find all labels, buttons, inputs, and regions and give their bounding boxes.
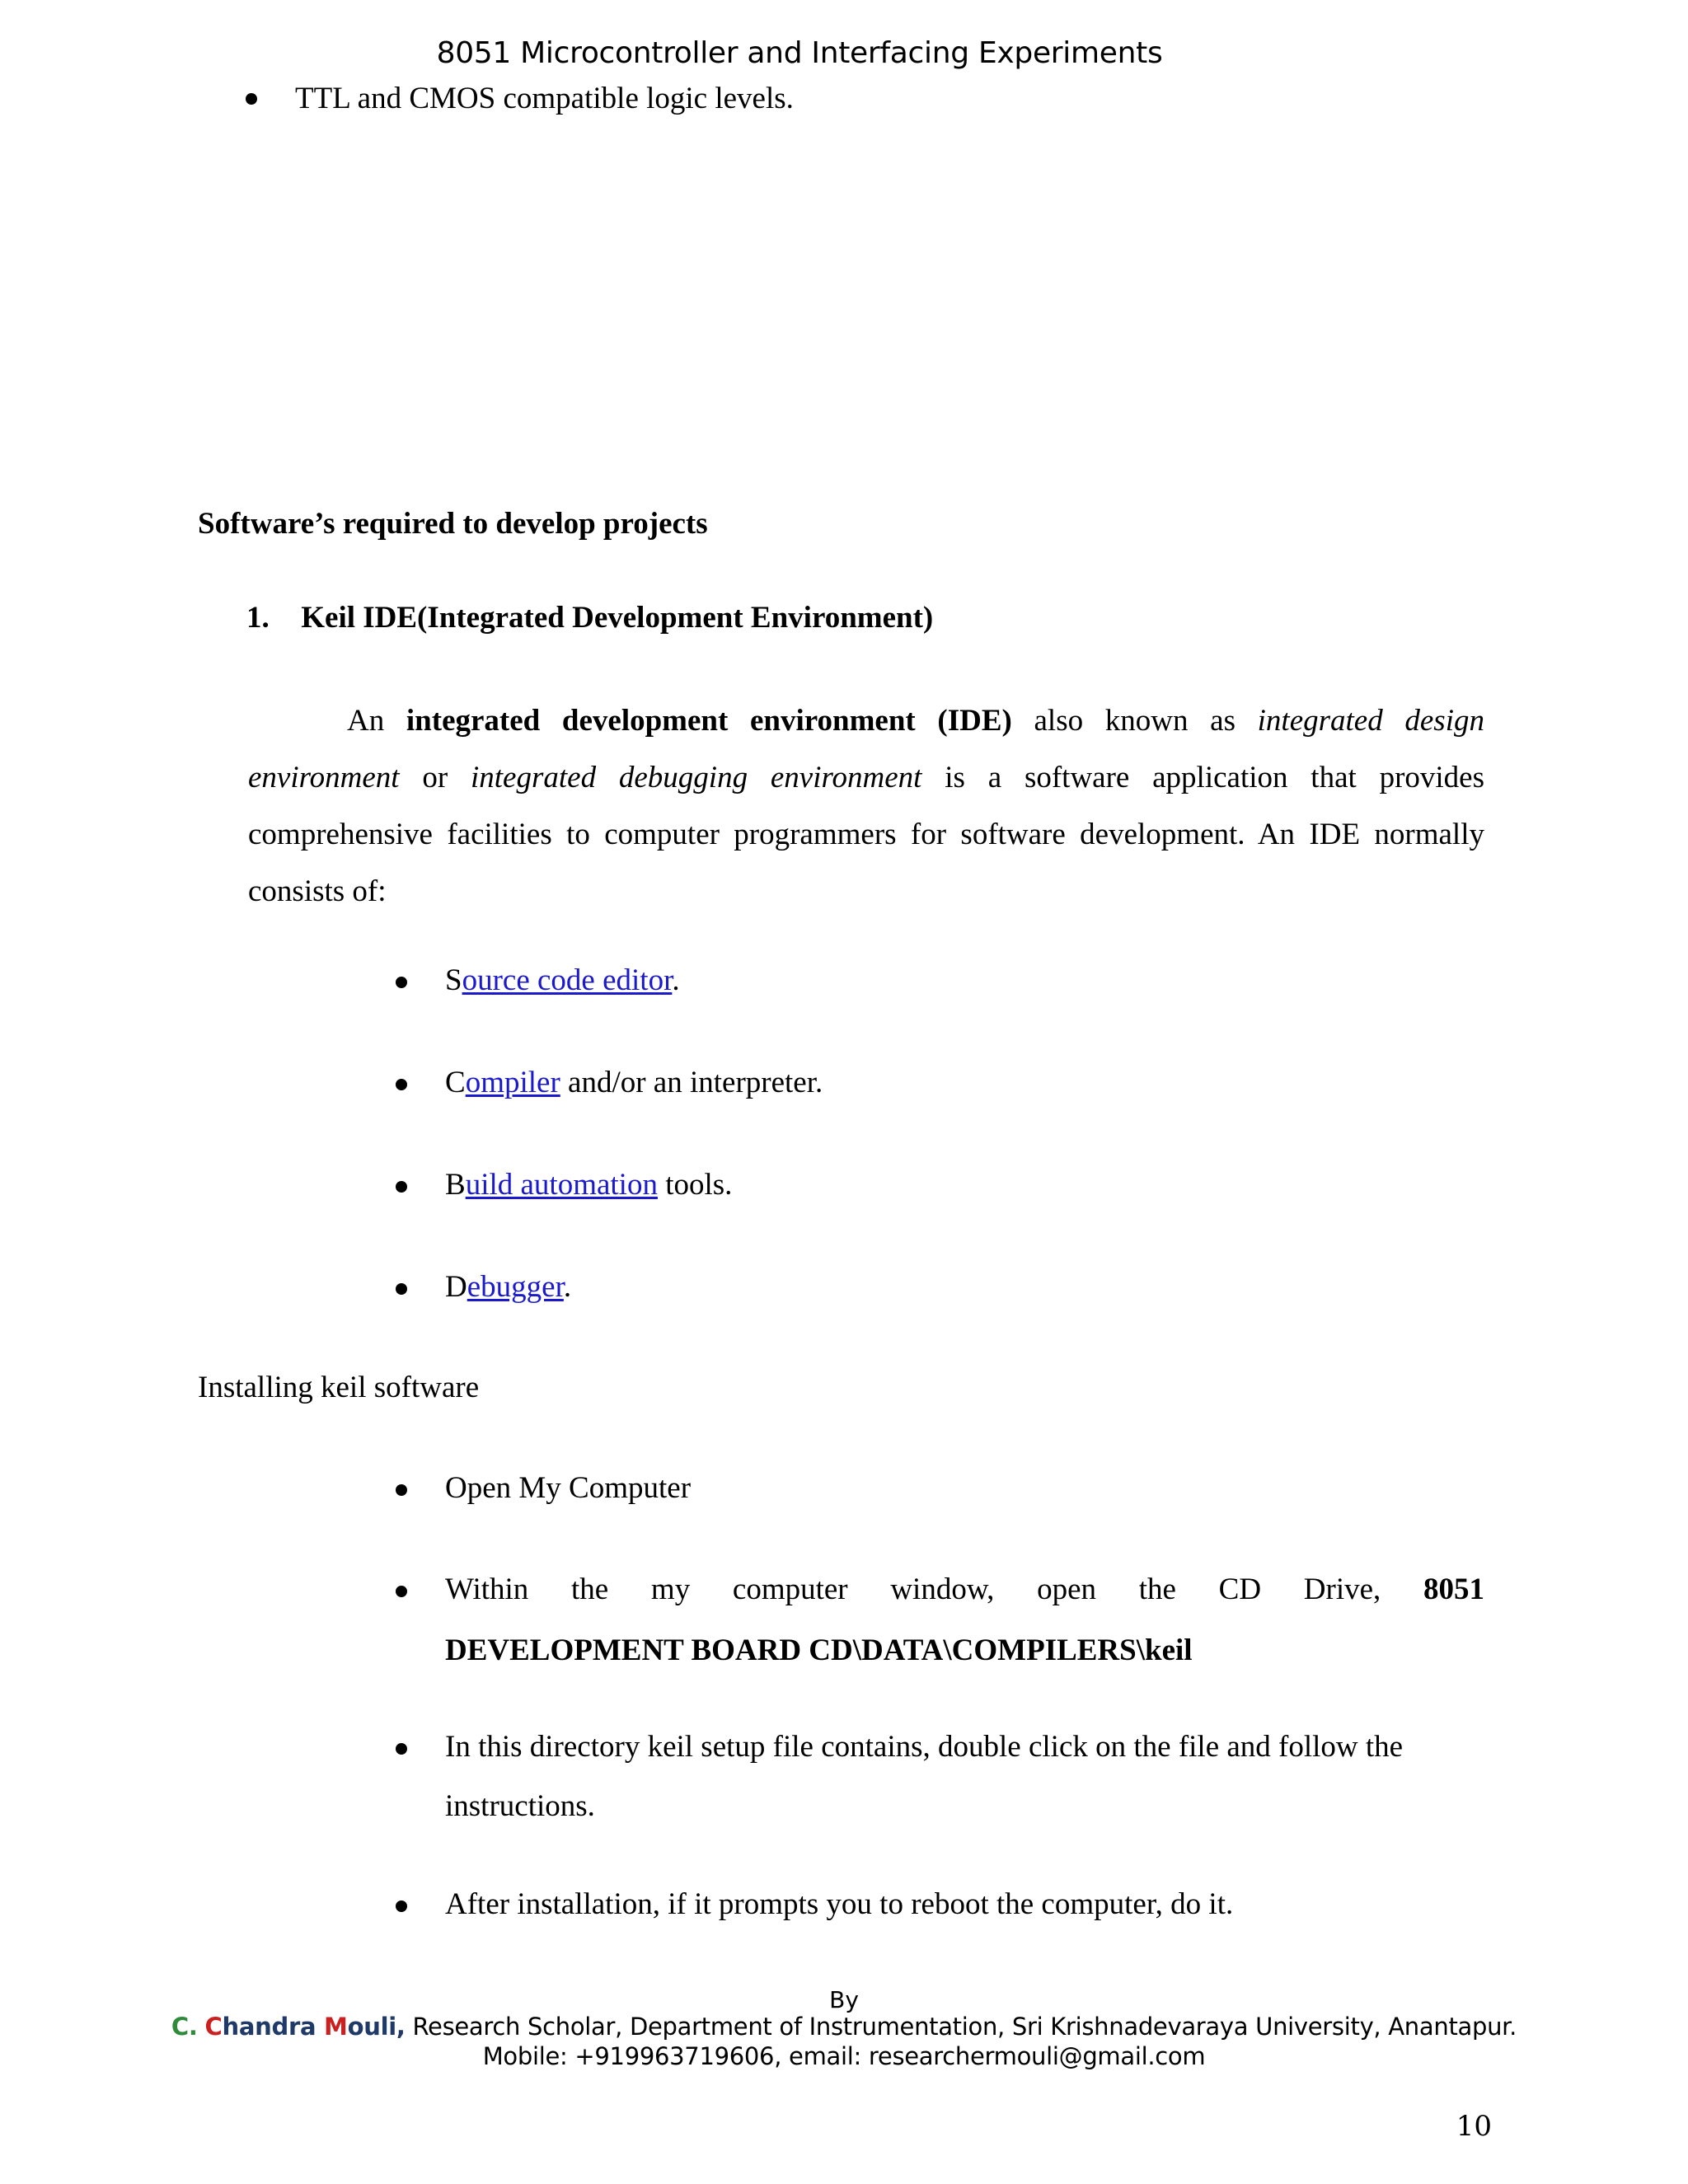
- link-source-code-editor[interactable]: ource code editor: [462, 963, 673, 997]
- alt-term-debugging: integrated debugging environment: [471, 761, 922, 794]
- para-lead: An: [347, 704, 406, 738]
- para-mid1: also known as: [1011, 704, 1258, 738]
- author-initial-c: C.: [171, 2013, 198, 2041]
- footer-by: By: [829, 1986, 859, 2013]
- para-rest: is a software application that provides comprehensive facilities to computer programmers for software development. An IDE normally consists of:: [248, 761, 1485, 908]
- footer-contact: Mobile: +919963719606, email: researchermouli@gmail.com: [482, 2042, 1206, 2070]
- list-item-ttl-cmos: TTL and CMOS compatible logic levels.: [295, 82, 794, 115]
- install-step-cd-path: DEVELOPMENT BOARD CD\DATA\COMPILERS\keil: [445, 1633, 1193, 1667]
- bullet-dot: [396, 1079, 407, 1090]
- cd-path-part1: 8051: [1423, 1572, 1484, 1606]
- list-item-compiler: Compiler and/or an interpreter.: [445, 1066, 823, 1099]
- subsection-number: 1.: [246, 601, 270, 635]
- intro-paragraph: [248, 692, 1484, 920]
- section-heading: Software’s required to develop projects: [198, 507, 708, 541]
- bullet-dot: [396, 977, 407, 988]
- bullet-dot: [396, 1181, 407, 1193]
- link-debugger[interactable]: ebugger: [467, 1270, 564, 1304]
- footer-author-line: C. Chandra Mouli, Research Scholar, Department of Instrumentation, Sri Krishnadevaraya University, Anantapur.: [171, 2013, 1517, 2041]
- list-item-debugger: Debugger.: [445, 1270, 572, 1304]
- install-step-open-computer: Open My Computer: [445, 1471, 692, 1505]
- ide-term: integrated development environment (IDE): [406, 704, 1012, 738]
- bullet-dot: [396, 1283, 407, 1295]
- link-compiler[interactable]: ompiler: [465, 1066, 560, 1099]
- subsection-heading: [246, 600, 933, 635]
- list-item-source-code-editor: Source code editor.: [445, 963, 680, 997]
- page-header-title: 8051 Microcontroller and Interfacing Experiments: [436, 36, 1163, 70]
- install-step-open-cd-line1: Within the my computer window, open the CD Drive, 8051: [445, 1572, 1484, 1606]
- list-item-build-automation: Build automation tools.: [445, 1168, 733, 1202]
- install-step-reboot: After installation, if it prompts you to reboot the computer, do it.: [445, 1887, 1234, 1921]
- footer-affiliation: Research Scholar, Department of Instrumentation, Sri Krishnadevaraya University, Anantapur.: [405, 2013, 1517, 2041]
- bullet-dot: [246, 93, 257, 105]
- link-build-automation[interactable]: uild automation: [465, 1168, 658, 1202]
- install-heading: Installing keil software: [198, 1371, 480, 1404]
- bullet-dot: [396, 1484, 407, 1496]
- page-number: 10: [1456, 2110, 1492, 2143]
- install-step-setup-line2: instructions.: [445, 1789, 595, 1823]
- bullet-dot: [396, 1586, 407, 1597]
- install-step-setup-line1: In this directory keil setup file contains, double click on the file and follow the: [445, 1730, 1404, 1764]
- alt-term-design: integrated design environment: [248, 704, 1484, 794]
- para-mid2: or: [399, 761, 471, 794]
- subsection-title: Keil IDE(Integrated Development Environment): [301, 601, 934, 635]
- bullet-dot: [396, 1743, 407, 1755]
- bullet-dot: [396, 1900, 407, 1912]
